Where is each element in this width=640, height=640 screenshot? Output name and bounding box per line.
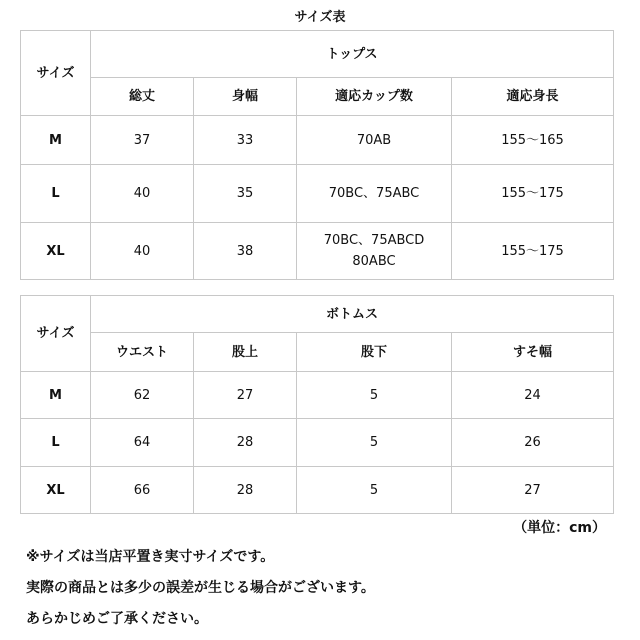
table-cell: 155～165 (452, 116, 614, 165)
table-cell: 5 (297, 419, 452, 467)
table-cell: 40 (91, 223, 194, 280)
column-header: 身幅 (194, 78, 297, 116)
bottoms-size-table (20, 295, 614, 514)
table-cell: 26 (452, 419, 614, 467)
table-cell: 155～175 (452, 223, 614, 280)
column-header: 股上 (194, 333, 297, 372)
table-cell: 40 (91, 165, 194, 223)
table-cell: 66 (91, 467, 194, 514)
table-cell: 27 (452, 467, 614, 514)
table-cell: 28 (194, 419, 297, 467)
table-cell: 24 (452, 372, 614, 419)
size-label: M (21, 372, 91, 419)
table-cell: 35 (194, 165, 297, 223)
table-row (21, 467, 614, 514)
size-label: XL (21, 223, 91, 280)
table-cell: 28 (194, 467, 297, 514)
unit-label: （単位：cm） (513, 520, 606, 536)
size-label: L (21, 419, 91, 467)
note-line: ※サイズは当店平置き実寸サイズです。 (26, 549, 275, 565)
table-cell: 5 (297, 372, 452, 419)
notes (26, 542, 626, 635)
tops-group-header: トップス (91, 31, 614, 78)
column-header: 適応カップ数 (297, 78, 452, 116)
table-row (21, 419, 614, 467)
size-header: サイズ (21, 296, 91, 372)
size-label: L (21, 165, 91, 223)
table-cell: 70BC、75ABCD 80ABC (297, 223, 452, 280)
tops-size-table (20, 30, 614, 280)
page-title: サイズ表 (294, 10, 346, 25)
table-row (21, 223, 614, 280)
size-label: M (21, 116, 91, 165)
size-header: サイズ (21, 31, 91, 116)
table-cell: 70AB (297, 116, 452, 165)
table-cell: 155～175 (452, 165, 614, 223)
column-header: すそ幅 (452, 333, 614, 372)
column-header: ウエスト (91, 333, 194, 372)
table-cell: 38 (194, 223, 297, 280)
size-label: XL (21, 467, 91, 514)
table-cell: 37 (91, 116, 194, 165)
table-cell: 70BC、75ABC (297, 165, 452, 223)
column-header: 総丈 (91, 78, 194, 116)
table-cell: 62 (91, 372, 194, 419)
table-row (21, 372, 614, 419)
table-cell: 64 (91, 419, 194, 467)
bottoms-group-header: ボトムス (91, 296, 614, 333)
note-line: 実際の商品とは多少の誤差が生じる場合がございます。 (26, 580, 375, 596)
column-header: 適応身長 (452, 78, 614, 116)
table-row (21, 165, 614, 223)
table-cell: 33 (194, 116, 297, 165)
table-cell: 27 (194, 372, 297, 419)
table-cell: 5 (297, 467, 452, 514)
table-row (21, 116, 614, 165)
column-header: 股下 (297, 333, 452, 372)
note-line: あらかじめご了承ください。 (26, 611, 208, 627)
